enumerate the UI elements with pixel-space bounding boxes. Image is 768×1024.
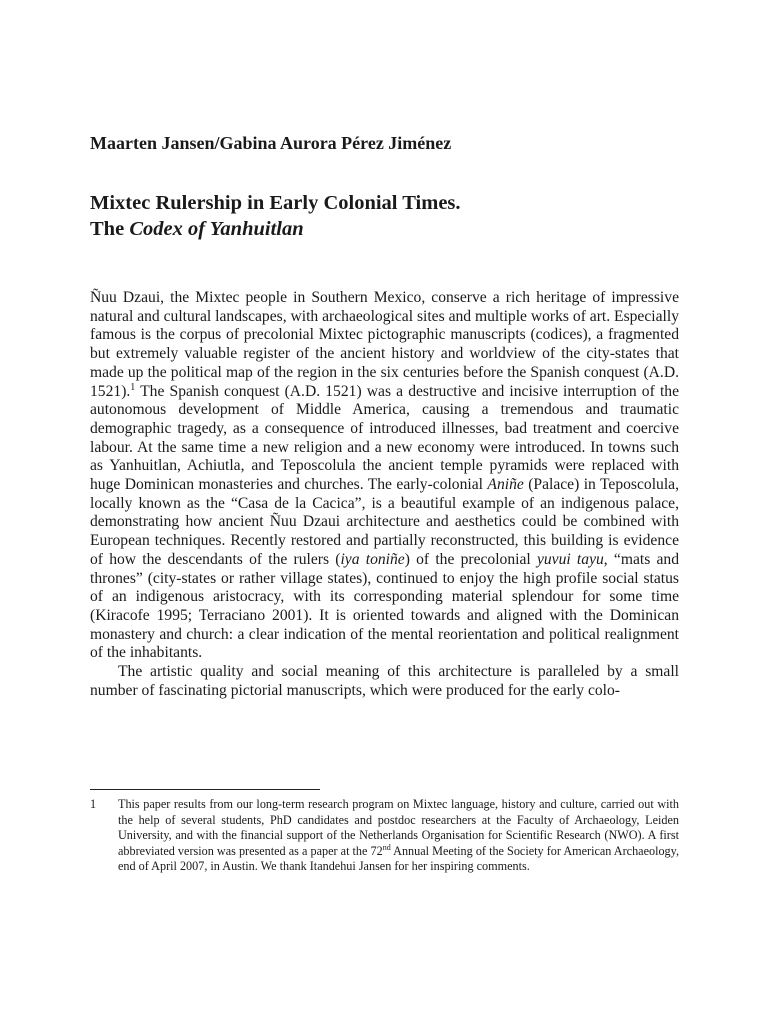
- paragraph-1-part-e: , “mats and thrones” (city-states or rather village states), continued to enjoy the high profile social status of an indigenous aristocracy, with its corresponding material splendour for some time (Kiracofe 1995; Terraciano 2001). It is oriented towards and aligned with the Dominican monastery and church: a clear indication of the mental reorientation and political realignment of the inhabitants.: [90, 550, 680, 662]
- footnote: [90, 797, 679, 875]
- paragraph-2: The artistic quality and social meaning of this architecture is paralleled by a small number of fascinating pictorial manuscripts, which were produced for the early colo-: [90, 663, 679, 699]
- footnote-ordinal-superscript: nd: [382, 842, 391, 852]
- footnote-text-part-b: Annual Meeting of the Society for American Archaeology, end of April 2007, in Austin. We thank Itandehui Jansen for her inspiring comments.: [118, 843, 679, 874]
- paragraph-1-part-a: Ñuu Dzaui, the Mixtec people in Southern Mexico, conserve a rich heritage of impressive natural and cultural landscapes, with archaeological sites and multiple works of art. Especially famous is the corpus of precolonial Mixtec pictographic manuscripts (codices), a fragmented but extremely valuable register of the ancient history and worldview of the city-states that made up the political map of the region in the six centuries before the Spanish conquest (A.D. 1521).: [90, 289, 679, 400]
- author-line: Maarten Jansen/Gabina Aurora Pérez Jiménez: [90, 133, 452, 153]
- footnote-separator: [90, 789, 320, 790]
- title-prefix: The: [90, 218, 130, 240]
- footnote-reference[interactable]: 1: [130, 381, 136, 393]
- article-title: [90, 190, 690, 242]
- title-line-2: [90, 216, 690, 242]
- italic-term-yuvui-tayu: yuvui tayu: [536, 550, 604, 568]
- footnote-text: [118, 797, 679, 875]
- paragraph-1-part-d: ) of the precolonial: [404, 550, 537, 568]
- paragraph-1-part-b: The Spanish conquest (A.D. 1521) was a destructive and incisive interruption of the autonomous development of Middle America, causing a tremendous and traumatic demographic tragedy, as a consequence of introduced illnesses, bad treatment and coercive labour. At the same time a new religion and a new economy were introduced. In towns such as Yanhuitlan, Achiutla, and Teposcolula the ancient temple pyramids were replaced with huge Dominican monasteries and churches. The early-colonial: [90, 382, 679, 494]
- body-text: [90, 289, 679, 700]
- title-line-1: Mixtec Rulership in Early Colonial Times.: [90, 192, 461, 214]
- title-italic: Codex of Yanhuitlan: [129, 218, 304, 240]
- italic-term-anine: Aniñe: [487, 476, 524, 494]
- footnote-text-part-a: This paper results from our long-term research program on Mixtec language, history and culture, carried out with the help of several students, PhD candidates and postdoc researchers at the Faculty of Archaeology, Leiden University, and with the financial support of the Netherlands Organisation for Scientific Research (NWO). A first abbreviated version was presented as a paper at the 72: [118, 797, 679, 858]
- paragraph-1-part-c: (Palace) in Teposcolula, locally known as the “Casa de la Cacica”, is a beautiful example of an indigenous palace, demonstrating how ancient Ñuu Dzaui architecture and aesthetics could be combined with European techniques. Recently restored and partially reconstructed, this building is evidence of how the descendants of the rulers (: [90, 476, 680, 568]
- footnote-number: 1: [90, 797, 97, 811]
- italic-term-iya-tonine: iya toniñe: [340, 550, 405, 568]
- paragraph-1: [90, 289, 679, 663]
